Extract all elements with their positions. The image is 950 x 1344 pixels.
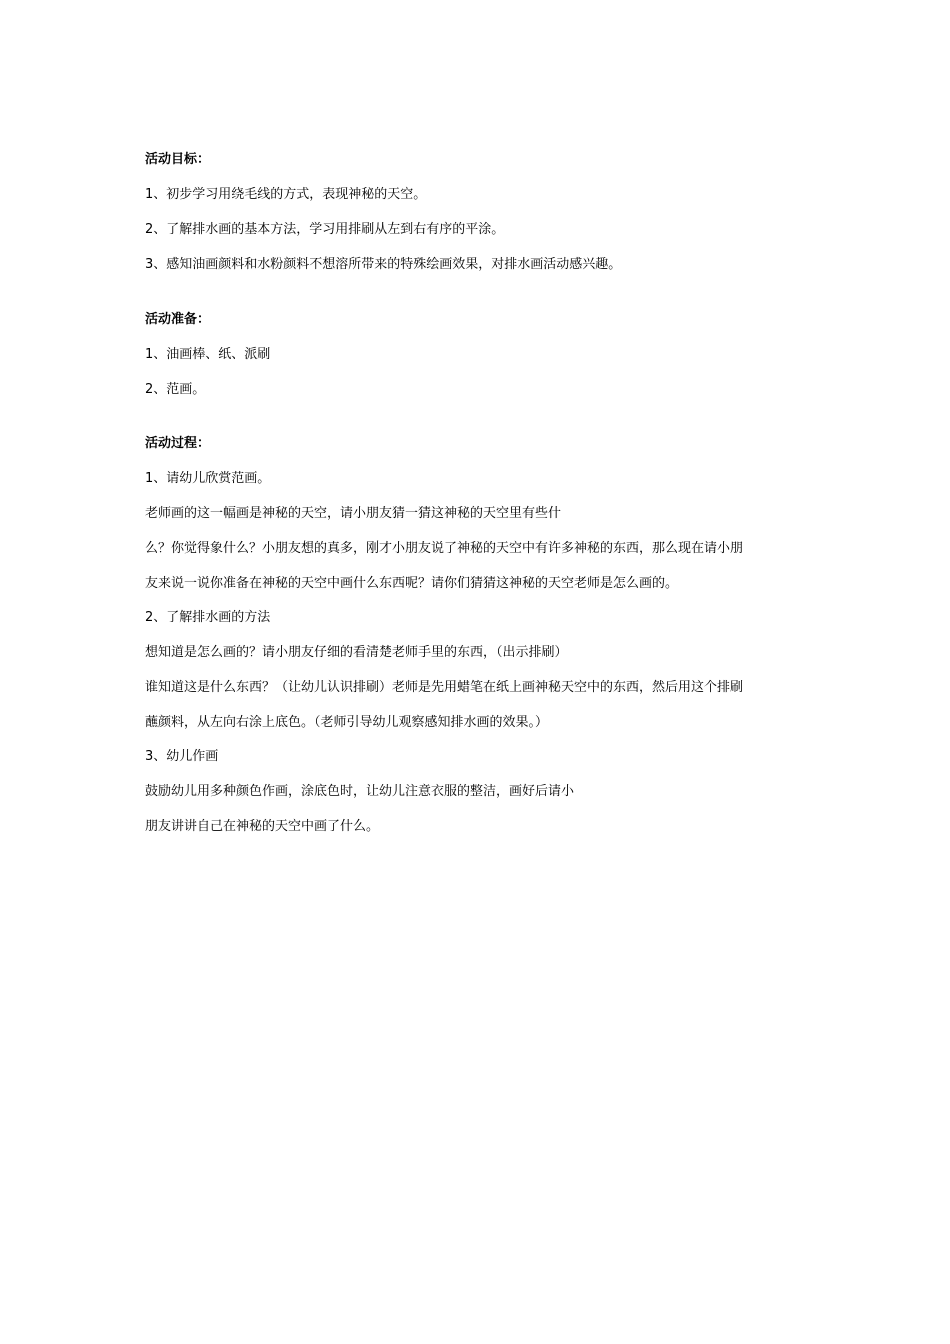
process-line: 蘸颜料，从左向右涂上底色。（老师引导幼儿观察感知排水画的效果。）: [145, 715, 549, 730]
process-line: 朋友讲讲自己在神秘的天空中画了什么。: [145, 819, 380, 834]
section-heading-goals: 活动目标：: [145, 152, 211, 167]
preparation-item-1: 1、油画棒、纸、派刷: [145, 347, 271, 362]
process-line: 么？你觉得象什么？小朋友想的真多，刚才小朋友说了神秘的天空中有许多神秘的东西，那么现在请小朋: [145, 541, 744, 556]
process-line: 1、请幼儿欣赏范画。: [145, 471, 271, 486]
section-heading-preparation: 活动准备：: [145, 312, 211, 327]
process-line: 友来说一说你准备在神秘的天空中画什么东西呢？请你们猜猜这神秘的天空老师是怎么画的。: [145, 576, 679, 591]
process-line: 鼓励幼儿用多种颜色作画，涂底色时，让幼儿注意衣服的整洁，画好后请小: [145, 784, 575, 799]
process-line: 谁知道这是什么东西？（让幼儿认识排刷）老师是先用蜡笔在纸上画神秘天空中的东西，然后用这个排刷: [145, 680, 744, 695]
goal-item-3: 3、感知油画颜料和水粉颜料不想溶所带来的特殊绘画效果，对排水画活动感兴趣。: [145, 257, 622, 272]
process-line: 2、了解排水画的方法: [145, 610, 271, 625]
section-heading-process: 活动过程：: [145, 436, 211, 451]
process-line: 3、幼儿作画: [145, 749, 219, 764]
process-line: 想知道是怎么画的？请小朋友仔细的看清楚老师手里的东西，（出示排刷）: [145, 645, 568, 660]
process-line: 老师画的这一幅画是神秘的天空，请小朋友猜一猜这神秘的天空里有些什: [145, 506, 562, 521]
preparation-item-2: 2、范画。: [145, 382, 206, 397]
goal-item-2: 2、了解排水画的基本方法，学习用排刷从左到右有序的平涂。: [145, 222, 505, 237]
goal-item-1: 1、初步学习用绕毛线的方式，表现神秘的天空。: [145, 187, 427, 202]
